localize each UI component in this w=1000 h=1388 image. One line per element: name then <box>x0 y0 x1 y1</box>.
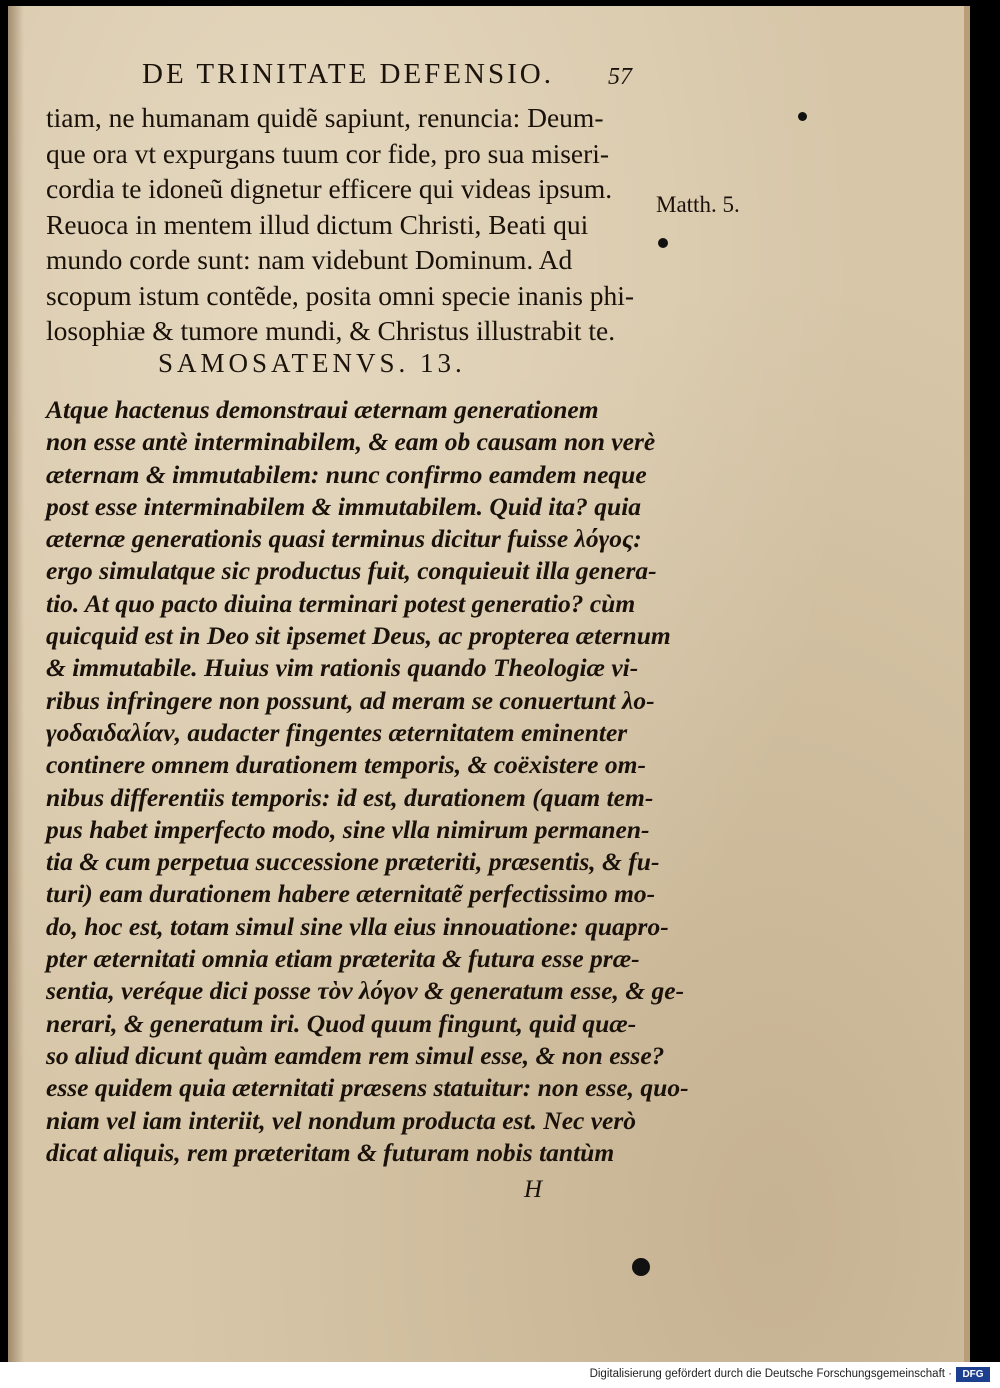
marginal-reference: Matth. 5. <box>656 192 740 217</box>
text-line: æternam & immutabilem: nunc confirmo eamdem neque <box>46 459 647 489</box>
italic-text-block <box>46 394 689 1169</box>
text-line: cordia te idoneũ dignetur efficere qui videas ipsum. <box>46 173 613 204</box>
text-line: post esse interminabilem & immutabilem. Quid ita? quia <box>46 491 642 521</box>
ink-spot <box>658 238 668 248</box>
text-line: ribus infringere non possunt, ad meram se conuertunt λο- <box>46 685 655 715</box>
text-line: scopum istum contẽde, posita omni specie inanis phi- <box>46 279 635 311</box>
text-line: tiam, ne humanam quidẽ sapiunt, renuncia: Deum- <box>46 102 604 133</box>
digitization-footer <box>0 1362 1000 1388</box>
running-title: DE TRINITATE DEFENSIO. <box>142 58 554 90</box>
page-gutter-shadow <box>8 6 24 1362</box>
signature-mark: H <box>524 1176 543 1203</box>
book-page <box>8 6 970 1362</box>
text-line: pus habet imperfecto modo, sine vlla nimirum permanen- <box>46 814 650 844</box>
text-line: pter æternitati omnia etiam præterita & futura esse præ- <box>46 944 640 974</box>
text-line: non esse antè interminabilem, & eam ob causam non verè <box>46 427 656 457</box>
text-line: niam vel iam interiit, vel nondum producta est. Nec verò <box>46 1105 637 1135</box>
section-heading: SAMOSATENVS. 13. <box>158 348 466 378</box>
text-line: mundo corde sunt: nam videbunt Dominum. Ad <box>46 244 573 275</box>
dfg-logo: DFG <box>956 1367 990 1382</box>
text-line: so aliud dicunt quàm eamdem rem simul esse, & non esse? <box>46 1040 665 1070</box>
text-line: losophiæ & tumore mundi, & Christus illustrabit te. <box>46 315 616 346</box>
text-line: Reuoca in mentem illud dictum Christi, Beati qui <box>46 208 589 240</box>
ink-spot <box>798 112 807 121</box>
text-line: dicat aliquis, rem præteritam & futuram nobis tantùm <box>46 1137 615 1167</box>
text-line: & immutabile. Huius vim rationis quando Theologiæ vi- <box>46 653 639 683</box>
text-line: que ora vt expurgans tuum cor fide, pro sua miseri- <box>46 137 610 169</box>
text-line: do, hoc est, totam simul sine vlla eius innouatione: quapro- <box>46 911 669 941</box>
text-line: nibus differentiis temporis: id est, durationem (quam tem- <box>46 782 654 812</box>
text-line: continere omnem durationem temporis, & coëxistere om- <box>46 750 646 780</box>
funding-credit: Digitalisierung gefördert durch die Deutsche Forschungsgemeinschaft · <box>589 1368 952 1380</box>
text-line: γοδαιδαλίαν, audacter fingentes æternitatem eminenter <box>46 717 628 747</box>
text-line: æternæ generationis quasi terminus dicitur fuisse λόγος: <box>46 524 642 554</box>
text-line: Atque hactenus demonstraui æternam generationem <box>46 395 599 424</box>
text-line: tio. At quo pacto diuina terminari potest generatio? cùm <box>46 588 636 618</box>
text-line: quicquid est in Deo sit ipsemet Deus, ac propterea æternum <box>46 621 671 651</box>
roman-text-block <box>46 100 646 349</box>
text-line: sentia, veréque dici posse τὸν λόγον & generatum esse, & ge- <box>46 976 685 1006</box>
folio-number: 57 <box>608 64 632 90</box>
text-line: nerari, & generatum iri. Quod quum fingunt, quid quæ- <box>46 1008 637 1038</box>
text-line: esse quidem quia æternitati præsens statuitur: non esse, quo- <box>46 1073 689 1103</box>
ink-spot <box>632 1258 650 1276</box>
text-line: ergo simulatque sic productus fuit, conquieuit illa genera- <box>46 556 657 586</box>
text-line: turi) eam durationem habere æternitatẽ perfectissimo mo- <box>46 879 656 909</box>
text-line: tia & cum perpetua successione præteriti, præsentis, & fu- <box>46 847 660 877</box>
